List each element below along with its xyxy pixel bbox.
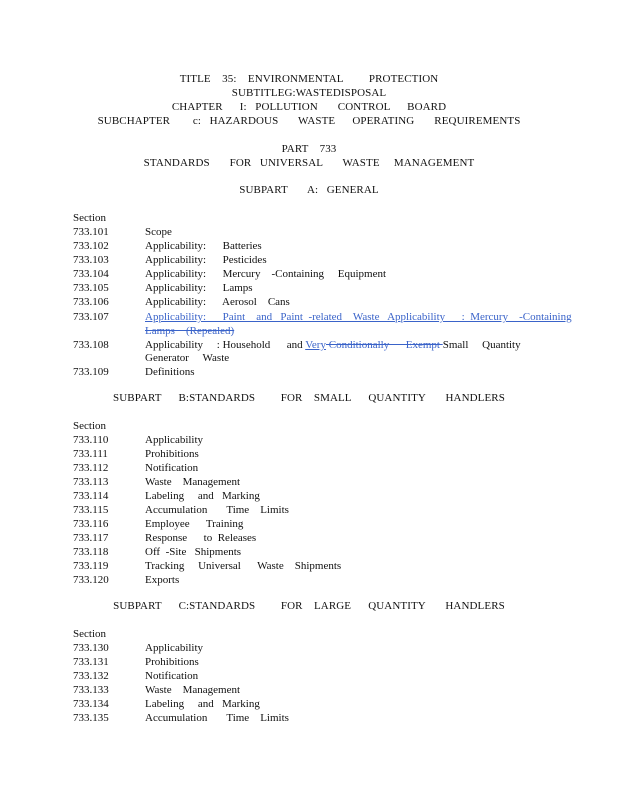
section-number: 733.109: [73, 366, 109, 378]
section-title: Prohibitions: [145, 656, 199, 668]
section-title: Off -Site Shipments: [145, 546, 242, 558]
section-number: 733.133: [73, 684, 109, 696]
section-title: Exports: [145, 574, 180, 586]
section-title: Accumulation Time Limits: [145, 504, 289, 516]
section-title: Applicability: Mercury -Containing Equipment: [145, 268, 387, 280]
section-number: 733.104: [73, 268, 109, 280]
section-number: 733.103: [73, 254, 109, 266]
section-number: 733.120: [73, 574, 109, 586]
section-title: Response to Releases: [145, 532, 257, 544]
section-title: Labeling and Marking: [145, 490, 260, 502]
section-title-repealed: Lamps (Repealed): [145, 325, 235, 337]
section-title: Applicability: [145, 434, 204, 446]
section-number: 733.131: [73, 656, 109, 668]
section-title-text: Small Quantity: [442, 339, 521, 351]
section-title: Scope: [145, 226, 172, 238]
section-number: 733.117: [73, 532, 109, 544]
subpart-a-heading: SUBPART A: GENERAL: [239, 184, 379, 196]
section-title: Accumulation Time Limits: [145, 712, 289, 724]
section-title: Waste Management: [145, 476, 241, 488]
section-title: Labeling and Marking: [145, 698, 260, 710]
part-title-line: STANDARDS FOR UNIVERSAL WASTE MANAGEMENT: [143, 157, 475, 169]
subtitle-line: SUBTITLEG:WASTEDISPOSAL: [231, 87, 387, 99]
section-number: 733.135: [73, 712, 109, 724]
section-number: 733.114: [73, 490, 109, 502]
section-number: 733.110: [73, 434, 109, 446]
section-title: Applicability: Lamps: [145, 282, 253, 294]
section-title-amended: Applicability: Paint and Paint -related Waste Applicability : Mercury -Containing: [145, 311, 572, 323]
section-number: 733.113: [73, 476, 109, 488]
section-number: 733.105: [73, 282, 109, 294]
title-line: TITLE 35: ENVIRONMENTAL PROTECTION: [179, 73, 439, 85]
section-number: 733.116: [73, 518, 109, 530]
section-title: Applicability: Pesticides: [145, 254, 267, 266]
section-number: 733.115: [73, 504, 109, 516]
subpart-b-heading: SUBPART B:STANDARDS FOR SMALL QUANTITY HANDLERS: [113, 392, 505, 404]
section-title: Notification: [145, 670, 199, 682]
section-number: 733.107: [73, 311, 109, 323]
section-number: 733.132: [73, 670, 109, 682]
section-title: Applicability: [145, 642, 204, 654]
section-number: 733.106: [73, 296, 109, 308]
section-title: Applicability: Batteries: [145, 240, 262, 252]
section-number: 733.102: [73, 240, 109, 252]
subpart-c-heading: SUBPART C:STANDARDS FOR LARGE QUANTITY HANDLERS: [113, 600, 505, 612]
section-title: Applicability: Aerosol Cans: [145, 296, 290, 308]
section-number: 733.112: [73, 462, 109, 474]
inserted-text: Very: [305, 339, 326, 351]
section-number: 733.108: [73, 339, 109, 351]
deleted-text: Conditionally Exempt: [325, 339, 443, 351]
part-line: PART 733: [281, 143, 337, 155]
section-number: 733.119: [73, 560, 109, 572]
section-number: 733.111: [73, 448, 108, 460]
section-title: Tracking Universal Waste Shipments: [145, 560, 342, 572]
section-title: Definitions: [145, 366, 195, 378]
section-title-amended: [145, 339, 521, 351]
section-number: 733.101: [73, 226, 109, 238]
subchapter-line: SUBCHAPTER c: HAZARDOUS WASTE OPERATING REQUIREMENTS: [97, 115, 521, 127]
section-title-text: Applicability : Household and: [145, 339, 306, 351]
section-label: Section: [73, 420, 106, 432]
section-label: Section: [73, 212, 106, 224]
section-title: Notification: [145, 462, 199, 474]
section-title: Prohibitions: [145, 448, 199, 460]
section-title: Waste Management: [145, 684, 241, 696]
section-title-continued: Generator Waste: [145, 352, 230, 364]
section-label: Section: [73, 628, 106, 640]
section-number: 733.134: [73, 698, 109, 710]
chapter-line: CHAPTER I: POLLUTION CONTROL BOARD: [171, 101, 447, 113]
section-title: Employee Training: [145, 518, 244, 530]
section-number: 733.130: [73, 642, 109, 654]
section-number: 733.118: [73, 546, 109, 558]
